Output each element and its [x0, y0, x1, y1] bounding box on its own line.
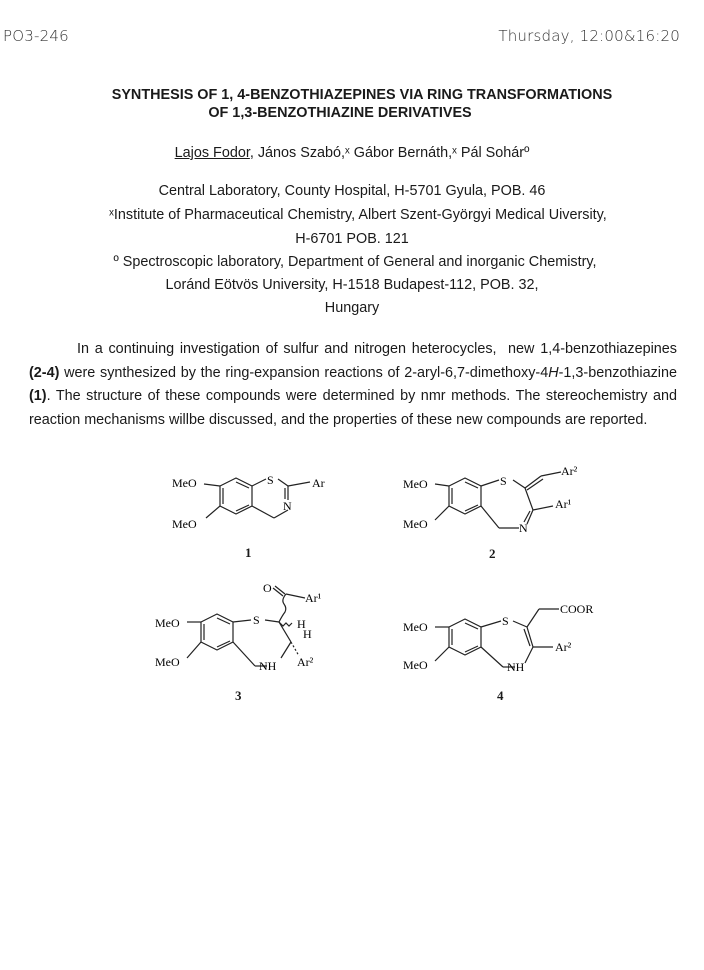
ester-label: COOR	[560, 602, 594, 616]
compound-number-4: 4	[497, 688, 504, 703]
aryl1-label: Ar¹	[555, 497, 572, 511]
affiliation-3-address: Loránd Eötvös University, H-1518 Budapest-112, POB. 32,	[165, 277, 539, 293]
structure-2	[403, 466, 593, 561]
sulfur-label: S	[267, 473, 274, 487]
structure-3	[155, 580, 345, 703]
abstract	[29, 338, 677, 432]
author-list	[0, 145, 704, 161]
structure-1	[170, 470, 340, 565]
meo-top-label: MeO	[403, 620, 428, 634]
aryl2-label: Ar²	[297, 655, 314, 669]
benzothiazepine-structure-4	[403, 595, 603, 685]
meo-bottom-label: MeO	[403, 517, 428, 531]
meo-top-label: MeO	[403, 477, 428, 491]
hydrogen-label-2: H	[303, 627, 312, 641]
meo-bottom-label: MeO	[172, 517, 197, 531]
meo-bottom-label: MeO	[403, 658, 428, 672]
country: Hungary	[324, 300, 380, 316]
benzothiazine-structure	[170, 470, 340, 560]
aryl2-label: Ar²	[555, 640, 572, 654]
nh-label: NH	[507, 660, 525, 674]
nitrogen-label: N	[519, 521, 528, 535]
affiliation-1: Central Laboratory, County Hospital, H-5701 Gyula, POB. 46	[158, 183, 546, 199]
benzothiazepine-structure-3	[155, 580, 345, 690]
aryl2-label: Ar²	[561, 464, 578, 478]
affiliation-2: ˣInstitute of Pharmaceutical Chemistry, Albert Szent-Györgyi Medical Uiversity,	[109, 207, 607, 223]
structure-4	[403, 595, 603, 703]
affiliation-2-address: H-6701 POB. 121	[295, 231, 409, 247]
title-line-2: OF 1,3-BENZOTHIAZINE DERIVATIVES	[208, 105, 472, 121]
poster-code: PO3-246	[3, 27, 69, 45]
sulfur-label: S	[502, 614, 509, 628]
title-line-1: SYNTHESIS OF 1, 4-BENZOTHIAZEPINES VIA RING TRANSFORMATIONS	[111, 87, 613, 103]
compound-number-1: 1	[245, 545, 252, 560]
meo-top-label: MeO	[172, 476, 197, 490]
co-authors: , János Szabó,ˣ Gábor Bernáth,ˣ Pál Sohárº	[249, 145, 530, 161]
abstract-paragraph: In a continuing investigation of sulfur and nitrogen heterocycles, new 1,4-benzothiazepines (2-4) were synthesized by the ring-expansion reactions of 2-aryl-6,7-dimethoxy-4H-1,3-benzothiazine (1). The structure of these compounds were determined by nmr methods. The stereochemistry and reaction mechanisms willbe discussed, and the properties of these new compounds are reported.	[29, 341, 678, 428]
aryl1-label: Ar¹	[305, 591, 322, 605]
nh-label: NH	[259, 659, 277, 673]
affiliation-3: º Spectroscopic laboratory, Department of General and inorganic Chemistry,	[113, 254, 597, 270]
compound-number-2: 2	[489, 546, 496, 561]
hydrogen-label-1: H	[297, 617, 306, 631]
aryl-label: Ar	[312, 476, 325, 490]
meo-top-label: MeO	[155, 616, 180, 630]
oxygen-label: O	[263, 581, 272, 595]
sulfur-label: S	[253, 613, 260, 627]
meo-bottom-label: MeO	[155, 655, 180, 669]
compound-number-3: 3	[235, 688, 242, 703]
benzothiazepine-structure-2	[403, 466, 593, 556]
presenting-author: Lajos Fodor	[174, 145, 250, 161]
session-time: Thursday, 12:00&16:20	[498, 27, 680, 45]
nitrogen-label: N	[283, 499, 292, 513]
sulfur-label: S	[500, 474, 507, 488]
